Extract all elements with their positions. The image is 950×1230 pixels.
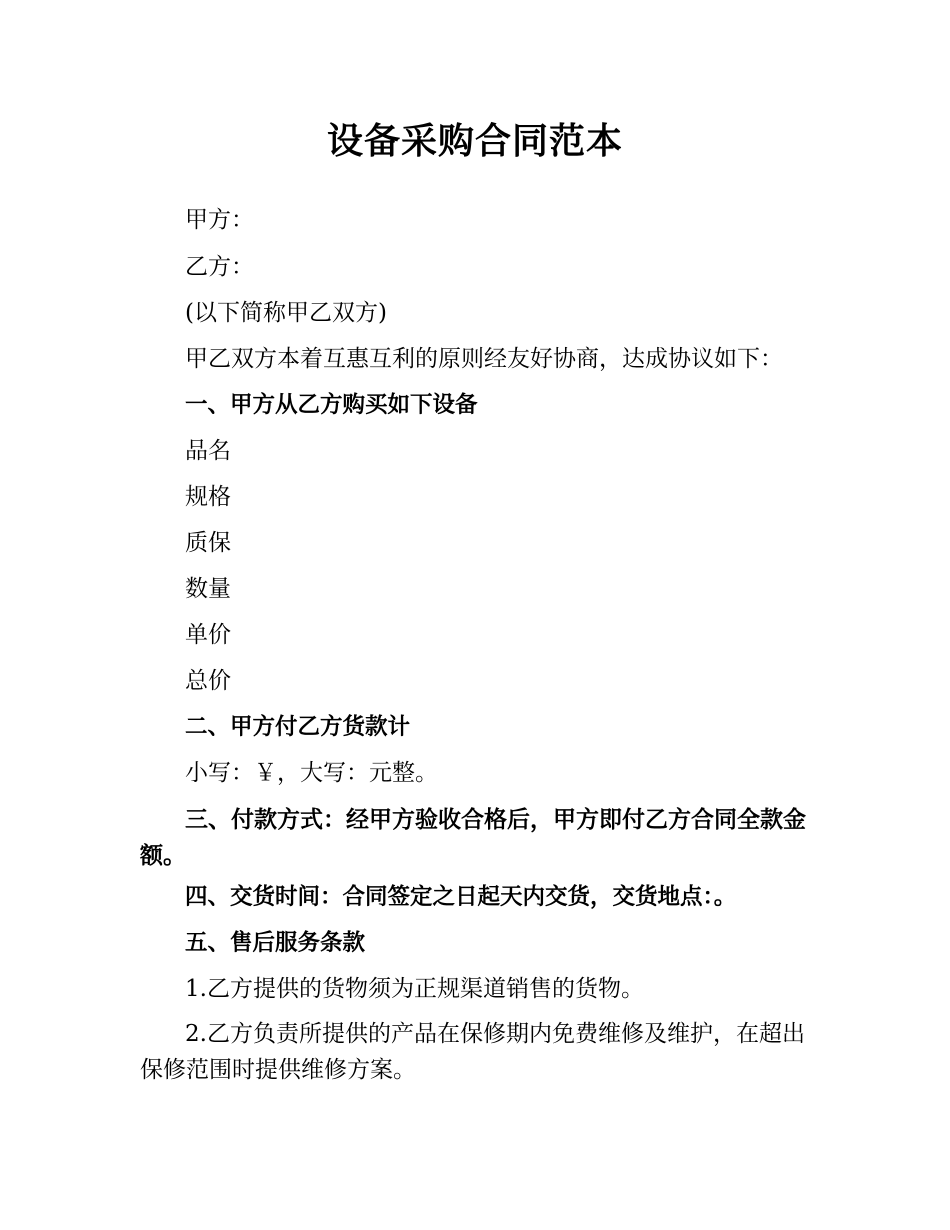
item-spec-label: 规格 xyxy=(185,484,231,510)
section-4-delivery: 四、交货时间：合同签定之日起天内交货，交货地点：。 xyxy=(185,884,737,910)
section-3-payment-terms: 三、付款方式：经甲方验收合格后，甲方即付乙方合同全款金额。 xyxy=(140,807,806,869)
abbreviation-note: (以下简称甲乙双方) xyxy=(185,300,387,326)
item-unit-price-label: 单价 xyxy=(185,622,231,648)
section-2-heading: 二、甲方付乙方货款计 xyxy=(185,714,411,740)
amount-line: 小写：￥，大写：元整。 xyxy=(185,760,438,786)
item-warranty-label: 质保 xyxy=(185,530,231,556)
document-title: 设备采购合同范本 xyxy=(326,121,623,162)
party-a-line: 甲方： xyxy=(185,207,254,233)
party-b-line: 乙方： xyxy=(185,254,254,280)
preamble-text: 甲乙双方本着互惠互利的原则经友好协商，达成协议如下： xyxy=(185,346,783,372)
item-total-price-label: 总价 xyxy=(185,668,231,694)
section-1-heading: 一、甲方从乙方购买如下设备 xyxy=(185,392,478,418)
clause-2: 2.乙方负责所提供的产品在保修期内免费维修及维护，在超出保修范围时提供维修方案。 xyxy=(140,1021,805,1083)
item-name-label: 品名 xyxy=(185,438,231,464)
item-quantity-label: 数量 xyxy=(185,576,231,602)
section-5-heading: 五、售后服务条款 xyxy=(185,930,366,956)
clause-1: 1.乙方提供的货物须为正规渠道销售的货物。 xyxy=(185,976,644,1002)
